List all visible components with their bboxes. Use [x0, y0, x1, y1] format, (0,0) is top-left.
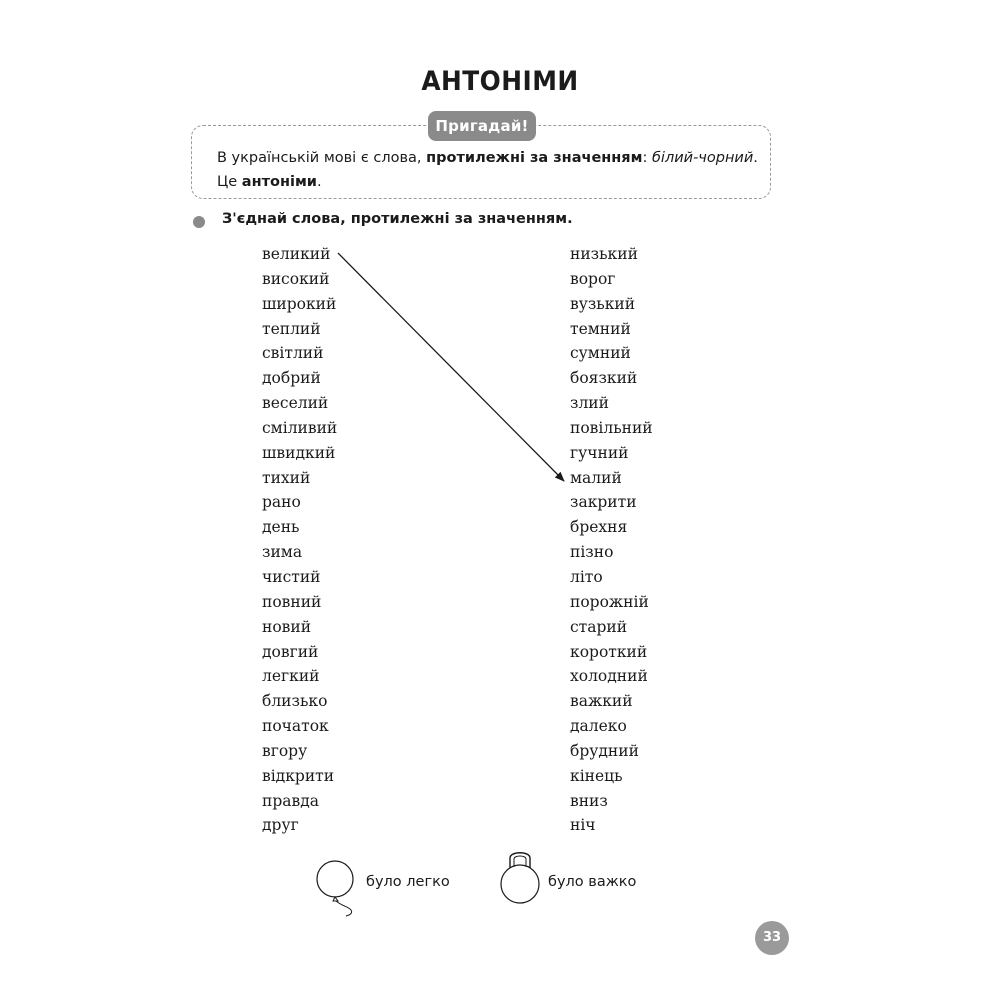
left-word[interactable]: тихий [262, 468, 311, 487]
right-word[interactable]: літо [570, 567, 603, 586]
left-word[interactable]: новий [262, 617, 312, 636]
page-number: 33 [755, 921, 789, 955]
right-word[interactable]: кінець [570, 766, 623, 785]
right-word[interactable]: старий [570, 617, 628, 636]
right-word[interactable]: брудний [570, 741, 639, 760]
left-word[interactable]: день [262, 518, 300, 537]
right-word[interactable]: боязкий [570, 369, 638, 388]
right-word[interactable]: холодний [570, 667, 648, 686]
left-word[interactable]: веселий [262, 394, 329, 413]
right-word[interactable]: гучний [570, 443, 629, 462]
balloon-icon [315, 858, 367, 920]
right-word[interactable]: повільний [570, 418, 653, 437]
right-word[interactable]: сумний [570, 344, 631, 363]
left-word[interactable]: вгору [262, 741, 308, 760]
left-word[interactable]: легкий [262, 667, 320, 686]
right-word[interactable]: ворог [570, 269, 616, 288]
left-word[interactable]: великий [262, 245, 331, 263]
legend-light-label: було легко [366, 874, 450, 890]
left-word[interactable]: добрий [262, 369, 321, 388]
left-word[interactable]: довгий [262, 642, 319, 661]
left-word[interactable]: сміливий [262, 418, 338, 437]
right-word[interactable]: пізно [570, 543, 614, 562]
left-word[interactable]: повний [262, 592, 322, 611]
left-word[interactable]: рано [262, 493, 301, 512]
left-word[interactable]: високий [262, 269, 330, 288]
remember-line-1: В українській мові є слова, протилежні за значенням: білий-чорний. [217, 150, 758, 166]
page-title: АНТОНІМИ [421, 66, 579, 97]
remember-badge: Пригадай! [428, 111, 536, 141]
right-word[interactable]: брехня [570, 518, 628, 537]
right-word[interactable]: малий [570, 468, 622, 487]
left-word[interactable]: швидкий [262, 443, 336, 462]
left-word[interactable]: широкий [262, 294, 337, 313]
right-word[interactable]: вузький [570, 294, 636, 313]
left-word[interactable]: відкрити [262, 766, 335, 785]
remember-line-2: Це антоніми. [217, 174, 322, 190]
example-connection-arrow [338, 253, 564, 481]
legend-heavy-label: було важко [548, 874, 637, 890]
left-word[interactable]: світлий [262, 344, 324, 363]
right-word[interactable]: темний [570, 319, 631, 338]
left-word[interactable]: чистий [262, 567, 321, 586]
left-word[interactable]: близько [262, 692, 328, 711]
right-word[interactable]: закрити [570, 493, 637, 512]
right-word[interactable]: далеко [570, 717, 627, 736]
right-word[interactable]: злий [570, 394, 609, 413]
left-word[interactable]: початок [262, 717, 329, 736]
left-word[interactable]: теплий [262, 319, 321, 338]
right-word[interactable]: важкий [570, 692, 633, 711]
right-word[interactable]: порожній [570, 592, 649, 611]
right-word[interactable]: короткий [570, 642, 648, 661]
right-word[interactable]: низький [570, 245, 638, 263]
left-word[interactable]: зима [262, 543, 303, 562]
left-word[interactable]: правда [262, 791, 320, 810]
left-word[interactable]: друг [262, 816, 299, 835]
task-instruction: З'єднай слова, протилежні за значенням. [222, 211, 573, 227]
kettlebell-icon [498, 848, 546, 906]
right-word[interactable]: ніч [570, 816, 596, 835]
right-word[interactable]: вниз [570, 791, 608, 810]
